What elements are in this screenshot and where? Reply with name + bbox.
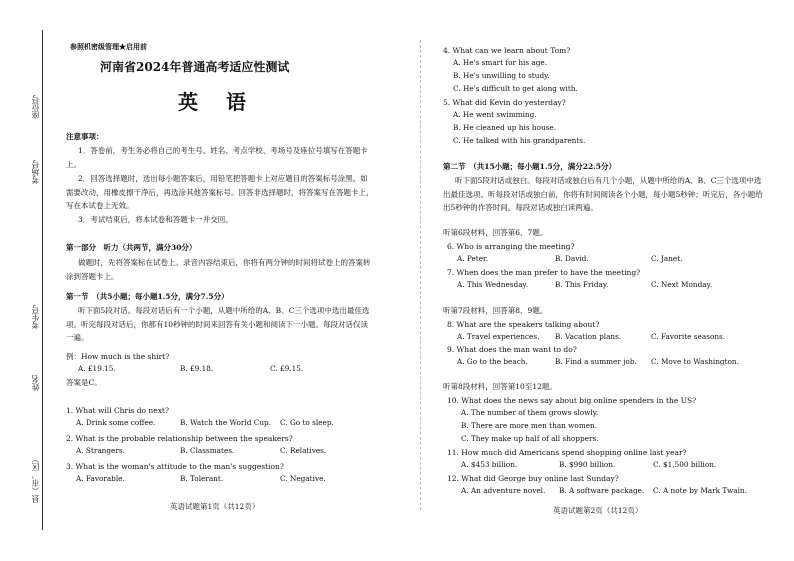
q4-option-c: C. He's difficult to get along with. bbox=[453, 84, 578, 93]
exam-room-label: 考场号 bbox=[31, 160, 40, 184]
page-divider bbox=[420, 40, 421, 510]
q8-option-b: B. Vacation plans. bbox=[555, 332, 622, 341]
q11-option-a: A. $453 billion. bbox=[461, 460, 518, 469]
q6-option-b: B. David. bbox=[555, 254, 589, 263]
example-question: 例：How much is the shirt? bbox=[66, 352, 170, 361]
section2-title: 第二节 （共15小题；每小题1.5分，满分22.5分） bbox=[443, 162, 617, 171]
notice-1: 1．答卷前，考生务必将自己的考生号、姓名、考点学校、考场号及座位号填写在答题卡上。 bbox=[66, 146, 368, 169]
q7-option-b: B. This Friday. bbox=[555, 280, 609, 289]
question-2: 2. What is the probable relationship between the speakers? bbox=[66, 434, 293, 443]
question-4: 4. What can we learn about Tom? bbox=[443, 46, 571, 55]
binding-sidebar bbox=[0, 0, 55, 561]
example-answer: 答案是C。 bbox=[66, 378, 102, 387]
q2-option-b: B. Classmates. bbox=[180, 446, 235, 455]
notice-3: 3．考试结束后，将本试卷和答题卡一并交回。 bbox=[78, 215, 233, 224]
q9-option-c: C. Move to Washington. bbox=[651, 357, 739, 366]
q3-option-b: B. Tolerant. bbox=[180, 474, 224, 483]
q12-option-c: C. A note by Mark Twain. bbox=[653, 486, 747, 495]
part1-title: 第一部分 听力（共两节，满分30分） bbox=[66, 243, 197, 252]
page-1 bbox=[60, 0, 378, 561]
example-option-c: C. £9.15. bbox=[270, 364, 304, 373]
q10-option-b: B. There are more men than women. bbox=[461, 421, 598, 430]
q5-option-b: B. He cleaned up his house. bbox=[453, 123, 557, 132]
question-6: 6. Who is arranging the meeting? bbox=[447, 242, 575, 251]
page-2 bbox=[437, 0, 767, 561]
q10-option-a: A. The number of them grows slowly. bbox=[461, 408, 599, 417]
student-id-label: 考生号 bbox=[31, 305, 40, 329]
question-3: 3. What is the woman's attitude to the man's suggestion? bbox=[66, 462, 284, 471]
q8-option-c: C. Favorite seasons. bbox=[651, 332, 726, 341]
material-8-title: 听第8段材料，回答第10至12题。 bbox=[443, 382, 557, 391]
q9-option-b: B. Find a summer job. bbox=[555, 357, 637, 366]
question-5: 5. What did Kevin do yesterday? bbox=[443, 98, 566, 107]
section2-desc: 听下面5段对话或独白。每段对话或独白后有几个小题，从题中所给的A、B、C三个选项中选出最佳选项。听每段对话或独白前，你将有时间阅读各个小题，每小题5秒钟；听完后，各小题给出5秒钟的作答时间。每段对话或独白读两遍。 bbox=[443, 176, 763, 212]
q12-option-b: B. A software package. bbox=[559, 486, 645, 495]
subject-title: 英 语 bbox=[178, 90, 250, 114]
question-8: 8. What are the speakers talking about? bbox=[447, 320, 600, 329]
q1-option-b: B. Watch the World Cup. bbox=[180, 418, 272, 427]
binding-line bbox=[42, 30, 43, 530]
q2-option-a: A. Strangers. bbox=[76, 446, 125, 455]
page-footer-2: 英语试题第2页（共12页） bbox=[553, 506, 643, 515]
section1-title: 第一节 （共5小题；每小题1.5分，满分7.5分） bbox=[66, 292, 229, 301]
q6-option-c: C. Janet. bbox=[651, 254, 683, 263]
question-1: 1. What will Chris do next? bbox=[66, 406, 169, 415]
example-option-b: B. £9.18. bbox=[180, 364, 214, 373]
q7-option-a: A. This Wednesday. bbox=[457, 280, 529, 289]
part1-desc: 做题时，先将答案标在试卷上。录音内容结束后，你将有两分钟的时间将试卷上的答案转涂到答题卡上。 bbox=[66, 258, 371, 281]
example-option-a: A. £19.15. bbox=[78, 364, 116, 373]
question-9: 9. What does the man want to do? bbox=[447, 345, 577, 354]
q4-option-b: B. He's unwilling to study. bbox=[453, 71, 550, 80]
seat-number-label: 座位号 bbox=[31, 95, 40, 119]
q3-option-c: C. Negative. bbox=[280, 474, 326, 483]
section1-desc: 听下面5段对话。每段对话后有一个小题，从题中所给的A、B、C三个选项中选出最佳选项。听完每段对话后，你都有10秒钟的时间来回答有关小题和阅读下一小题。每段对话仅读一遍。 bbox=[66, 306, 370, 342]
q6-option-a: A. Peter. bbox=[457, 254, 489, 263]
material-7-title: 听第7段材料，回答第8、9题。 bbox=[443, 306, 548, 315]
q11-option-c: C. $1,500 billion. bbox=[653, 460, 717, 469]
q11-option-b: B. $990 billion. bbox=[559, 460, 616, 469]
q3-option-a: A. Favorable. bbox=[76, 474, 125, 483]
q1-option-c: C. Go to sleep. bbox=[280, 418, 334, 427]
material-6-title: 听第6段材料，回答第6、7题。 bbox=[443, 228, 548, 237]
notice-title: 注意事项： bbox=[66, 132, 104, 141]
q4-option-a: A. He's smart for his age. bbox=[453, 58, 548, 67]
page-footer-1: 英语试题第1页（共12页） bbox=[170, 502, 260, 511]
question-11: 11. How much did Americans spend shopping online last year? bbox=[447, 448, 687, 457]
q5-option-a: A. He went swimming. bbox=[453, 110, 537, 119]
q8-option-a: A. Travel experiences. bbox=[457, 332, 540, 341]
q9-option-a: A. Go to the beach. bbox=[457, 357, 528, 366]
question-7: 7. When does the man prefer to have the meeting? bbox=[447, 268, 641, 277]
question-12: 12. What did George buy online last Sunday? bbox=[447, 474, 619, 483]
q1-option-a: A. Drink some coffee. bbox=[76, 418, 156, 427]
q5-option-c: C. He talked with his grandparents. bbox=[453, 136, 586, 145]
notice-2: 2．回答选择题时，选出每小题答案后，用铅笔把答题卡上对应题目的答案标号涂黑。如需要改动，用橡皮擦干净后，再选涂其他答案标号。回答非选择题时，将答案写在答题卡上，写在本试卷上无效。 bbox=[66, 174, 374, 210]
q10-option-c: C. They make up half of all shoppers. bbox=[461, 434, 599, 443]
name-label: 姓名 bbox=[31, 375, 40, 391]
q12-option-a: A. An adventure novel. bbox=[461, 486, 546, 495]
exam-title: 河南省2024年普通高考适应性测试 bbox=[100, 60, 290, 74]
q2-option-c: C. Relatives. bbox=[280, 446, 327, 455]
secret-level: 参照机密级管理★启用前 bbox=[70, 42, 147, 51]
q7-option-c: C. Next Monday. bbox=[651, 280, 713, 289]
county-label: 县（市、区） bbox=[31, 455, 40, 503]
question-10: 10. What does the news say about big online spenders in the US? bbox=[447, 396, 697, 405]
